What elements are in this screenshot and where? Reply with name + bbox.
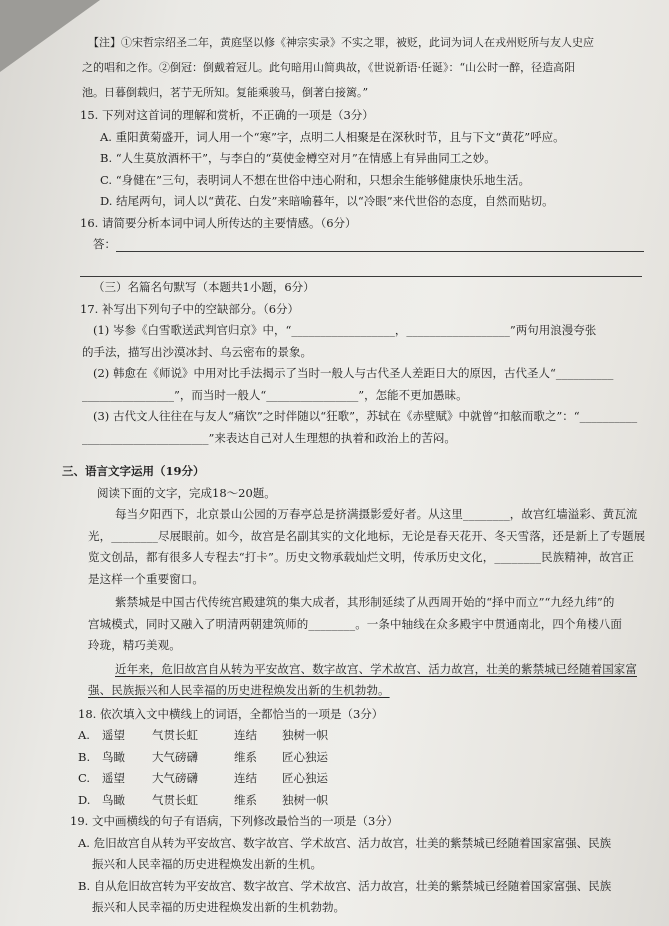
part-three-instruction: 阅读下面的文字，完成18～20题。 — [97, 485, 276, 500]
q19-stem: 19. 文中画横线的句子有语病，下列修改最恰当的一项是（3分） — [70, 814, 399, 828]
q18-option-d — [0, 790, 669, 812]
section-three-title: （三）名篇名句默写（本题共1小题，6分） — [93, 280, 315, 294]
option-word-1: 鸟瞰 — [102, 792, 125, 807]
option-word-4: 匠心独运 — [282, 771, 328, 785]
page-content — [0, 30, 669, 919]
option-letter: C. — [78, 771, 91, 785]
passage-p2-line-2: 宫城模式，同时又融入了明清两朝建筑师的________。一条中轴线在众多殿宇中贯通南北，四个角楼八面 — [88, 616, 622, 631]
q19-option-a-line-1: A. 危旧故宫自从转为平安故宫、数字故宫、学术故宫、活力故宫，壮美的紫禁城已经随着国家富强、民族 — [78, 835, 612, 850]
note-line-2: 之的唱和之作。②倒冠：倒戴着冠儿。此句暗用山简典故，《世说新语·任诞》：“山公时一醉，径造高阳 — [82, 61, 576, 74]
passage-p1-line-2: 光，________尽展眼前。如今，故宫是名副其实的文化地标，无论是春天花开、冬天雪落，还是新上了专题展 — [88, 528, 646, 543]
q17-item-3-line-1: (3) 古代文人往往在与友人“痛饮”之时伴随以“狂歌”，苏轼在《赤壁赋》中就曾“扣舷而歌之”：“__________ — [93, 409, 638, 423]
q17-stem: 17. 补写出下列句子中的空缺部分。（6分） — [80, 301, 300, 316]
q16-stem: 16. 请简要分析本词中词人所传达的主要情感。（6分） — [80, 215, 357, 230]
q18-option-a — [0, 725, 669, 747]
option-word-3: 连结 — [234, 771, 257, 785]
passage-p2-line-1: 紫禁城是中国古代传统宫殿建筑的集大成者，其形制延续了从西周开始的“择中而立”“九经九纬”的 — [115, 595, 615, 609]
passage-p1-line-1: 每当夕阳西下，北京景山公园的万春亭总是挤满摄影爱好者。从这里________，故宫红墙溢彩、黄瓦流 — [115, 507, 638, 521]
option-word-3: 维系 — [234, 749, 257, 764]
q15-option-a: A. 重阳黄菊盛开，词人用一个“寒”字，点明二人相聚是在深秋时节，且与下文“黄花”呼应。 — [100, 129, 565, 144]
q15-stem: 15. 下列对这首词的理解和赏析，不正确的一项是（3分） — [80, 108, 374, 122]
q17-item-3-line-2: ______________________”来表达自己对人生理想的执着和政治上的苦闷。 — [82, 430, 456, 445]
q15-option-c: C. “身健在”三句，表明词人不想在世俗中违心附和，只想余生能够健康快乐地生活。 — [100, 172, 530, 187]
q19-option-b-line-1: B. 自从危旧故宫转为平安故宫、数字故宫、学术故宫、活力故宫，壮美的紫禁城已经随着国家富强、民族 — [78, 878, 612, 893]
option-word-2: 气贯长虹 — [152, 792, 198, 807]
underlined-sentence-part-2: 强、民族振兴和人民幸福的历史进程焕发出新的生机勃勃。 — [88, 683, 390, 697]
passage-p1-line-3: 览文创品，都有很多人专程去“打卡”。历史文物承载灿烂文明，传承历史文化，________民族精神，故宫正 — [88, 550, 634, 564]
note-line-1: 【注】①宋哲宗绍圣二年，黄庭坚以修《神宗实录》不实之罪，被贬，此词为词人在戎州贬所与友人史应 — [88, 36, 594, 49]
option-word-1: 遥望 — [102, 728, 125, 742]
q18-option-c — [0, 768, 669, 790]
option-word-2: 大气磅礴 — [152, 749, 198, 764]
option-letter: B. — [78, 749, 91, 764]
answer-line-2 — [80, 256, 642, 278]
q18-option-b — [0, 747, 669, 769]
part-three-title: 三、语言文字运用（19分） — [62, 464, 205, 478]
q15-option-b: B. “人生莫放酒杯干”，与李白的“莫使金樽空对月”在情感上有异曲同工之妙。 — [100, 151, 496, 165]
q15-option-d: D. 结尾两句，词人以“黄花、白发”来暗喻暮年，以“冷眼”来代世俗的态度，自然而贴切。 — [100, 194, 554, 208]
option-word-4: 匠心独运 — [282, 749, 328, 764]
option-word-1: 鸟瞰 — [102, 749, 125, 764]
passage-p2-line-3: 玲珑，精巧美观。 — [88, 638, 181, 652]
option-word-3: 维系 — [234, 792, 257, 807]
passage-p3-line-2 — [0, 680, 669, 702]
passage-p1-line-4: 是这样一个重要窗口。 — [88, 571, 204, 586]
option-letter: D. — [78, 792, 91, 807]
q17-item-1-line-2: 的手法，描写出沙漠冰封、乌云密布的景象。 — [82, 344, 312, 359]
underlined-sentence-part-1: 近年来，危旧故宫自从转为平安故宫、数字故宫、学术故宫、活力故宫，壮美的紫禁城已经随着国家富 — [115, 661, 637, 676]
option-word-4: 独树一帜 — [282, 792, 328, 807]
answer-line — [116, 237, 644, 252]
q19-option-a-line-2: 振兴和人民幸福的历史进程焕发出新的生机。 — [92, 857, 322, 871]
answer-label: 答： — [93, 237, 116, 251]
q17-item-2-line-1: (2) 韩愈在《师说》中用对比手法揭示了当时一般人与古代圣人差距日大的原因，古代圣人“__________ — [93, 366, 614, 380]
q16-answer-row — [0, 234, 669, 256]
q17-item-2-line-2: ________________”，而当时一般人“________________”，怎能不更加愚昧。 — [82, 387, 468, 402]
spacer — [0, 449, 669, 461]
option-word-3: 连结 — [234, 728, 257, 742]
option-word-2: 气贯长虹 — [152, 728, 198, 742]
note-line-3: 池。日暮倒载归，茗艼无所知。复能乘骏马，倒著白接篱。” — [82, 86, 369, 99]
passage-p3-line-1 — [0, 659, 669, 681]
option-word-1: 遥望 — [102, 771, 125, 785]
q19-option-b-line-2: 振兴和人民幸福的历史进程焕发出新的生机勃勃。 — [92, 900, 345, 914]
q18-stem: 18. 依次填入文中横线上的词语，全都恰当的一项是（3分） — [78, 706, 384, 721]
option-word-4: 独树一帜 — [282, 728, 328, 742]
q17-item-1-line-1: (1) 岑参《白雪歌送武判官归京》中，“__________________，__________________”两句用浪漫夸张 — [93, 323, 597, 337]
option-letter: A. — [78, 728, 90, 742]
option-word-2: 大气磅礴 — [152, 771, 198, 785]
